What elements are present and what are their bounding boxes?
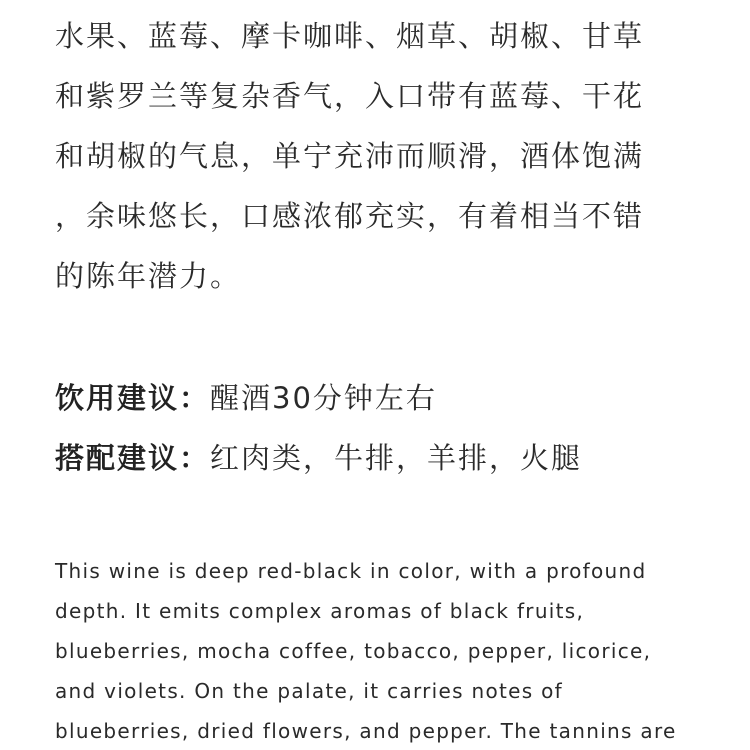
drinking-suggestion-row: [55, 368, 695, 428]
drinking-suggestion-value: 醒酒30分钟左右: [210, 381, 437, 415]
english-text-line: This wine is deep red-black in color, with a profound: [55, 559, 647, 583]
chinese-tasting-notes: [55, 6, 695, 306]
chinese-text-line: 和紫罗兰等复杂香气，入口带有蓝莓、干花: [55, 79, 645, 113]
pairing-suggestion-label: 搭配建议：: [55, 441, 211, 475]
chinese-text-line: ，余味悠长，口感浓郁充实，有着相当不错: [55, 199, 645, 233]
pairing-suggestion-row: [55, 428, 695, 488]
english-text-line: blueberries, dried flowers, and pepper. The tannins are: [55, 719, 677, 743]
chinese-text-line: 水果、蓝莓、摩卡咖啡、烟草、胡椒、甘草: [55, 19, 645, 53]
english-text-line: depth. It emits complex aromas of black fruits,: [55, 599, 585, 623]
serving-suggestions: [55, 368, 695, 488]
chinese-text-line: 的陈年潜力。: [55, 259, 242, 293]
pairing-suggestion-value: 红肉类，牛排，羊排，火腿: [210, 441, 583, 475]
english-tasting-notes: [55, 551, 715, 750]
english-text-line: blueberries, mocha coffee, tobacco, pepper, licorice,: [55, 639, 652, 663]
english-text-line: and violets. On the palate, it carries notes of: [55, 679, 563, 703]
drinking-suggestion-label: 饮用建议：: [55, 381, 211, 415]
chinese-text-line: 和胡椒的气息，单宁充沛而顺滑，酒体饱满: [55, 139, 645, 173]
